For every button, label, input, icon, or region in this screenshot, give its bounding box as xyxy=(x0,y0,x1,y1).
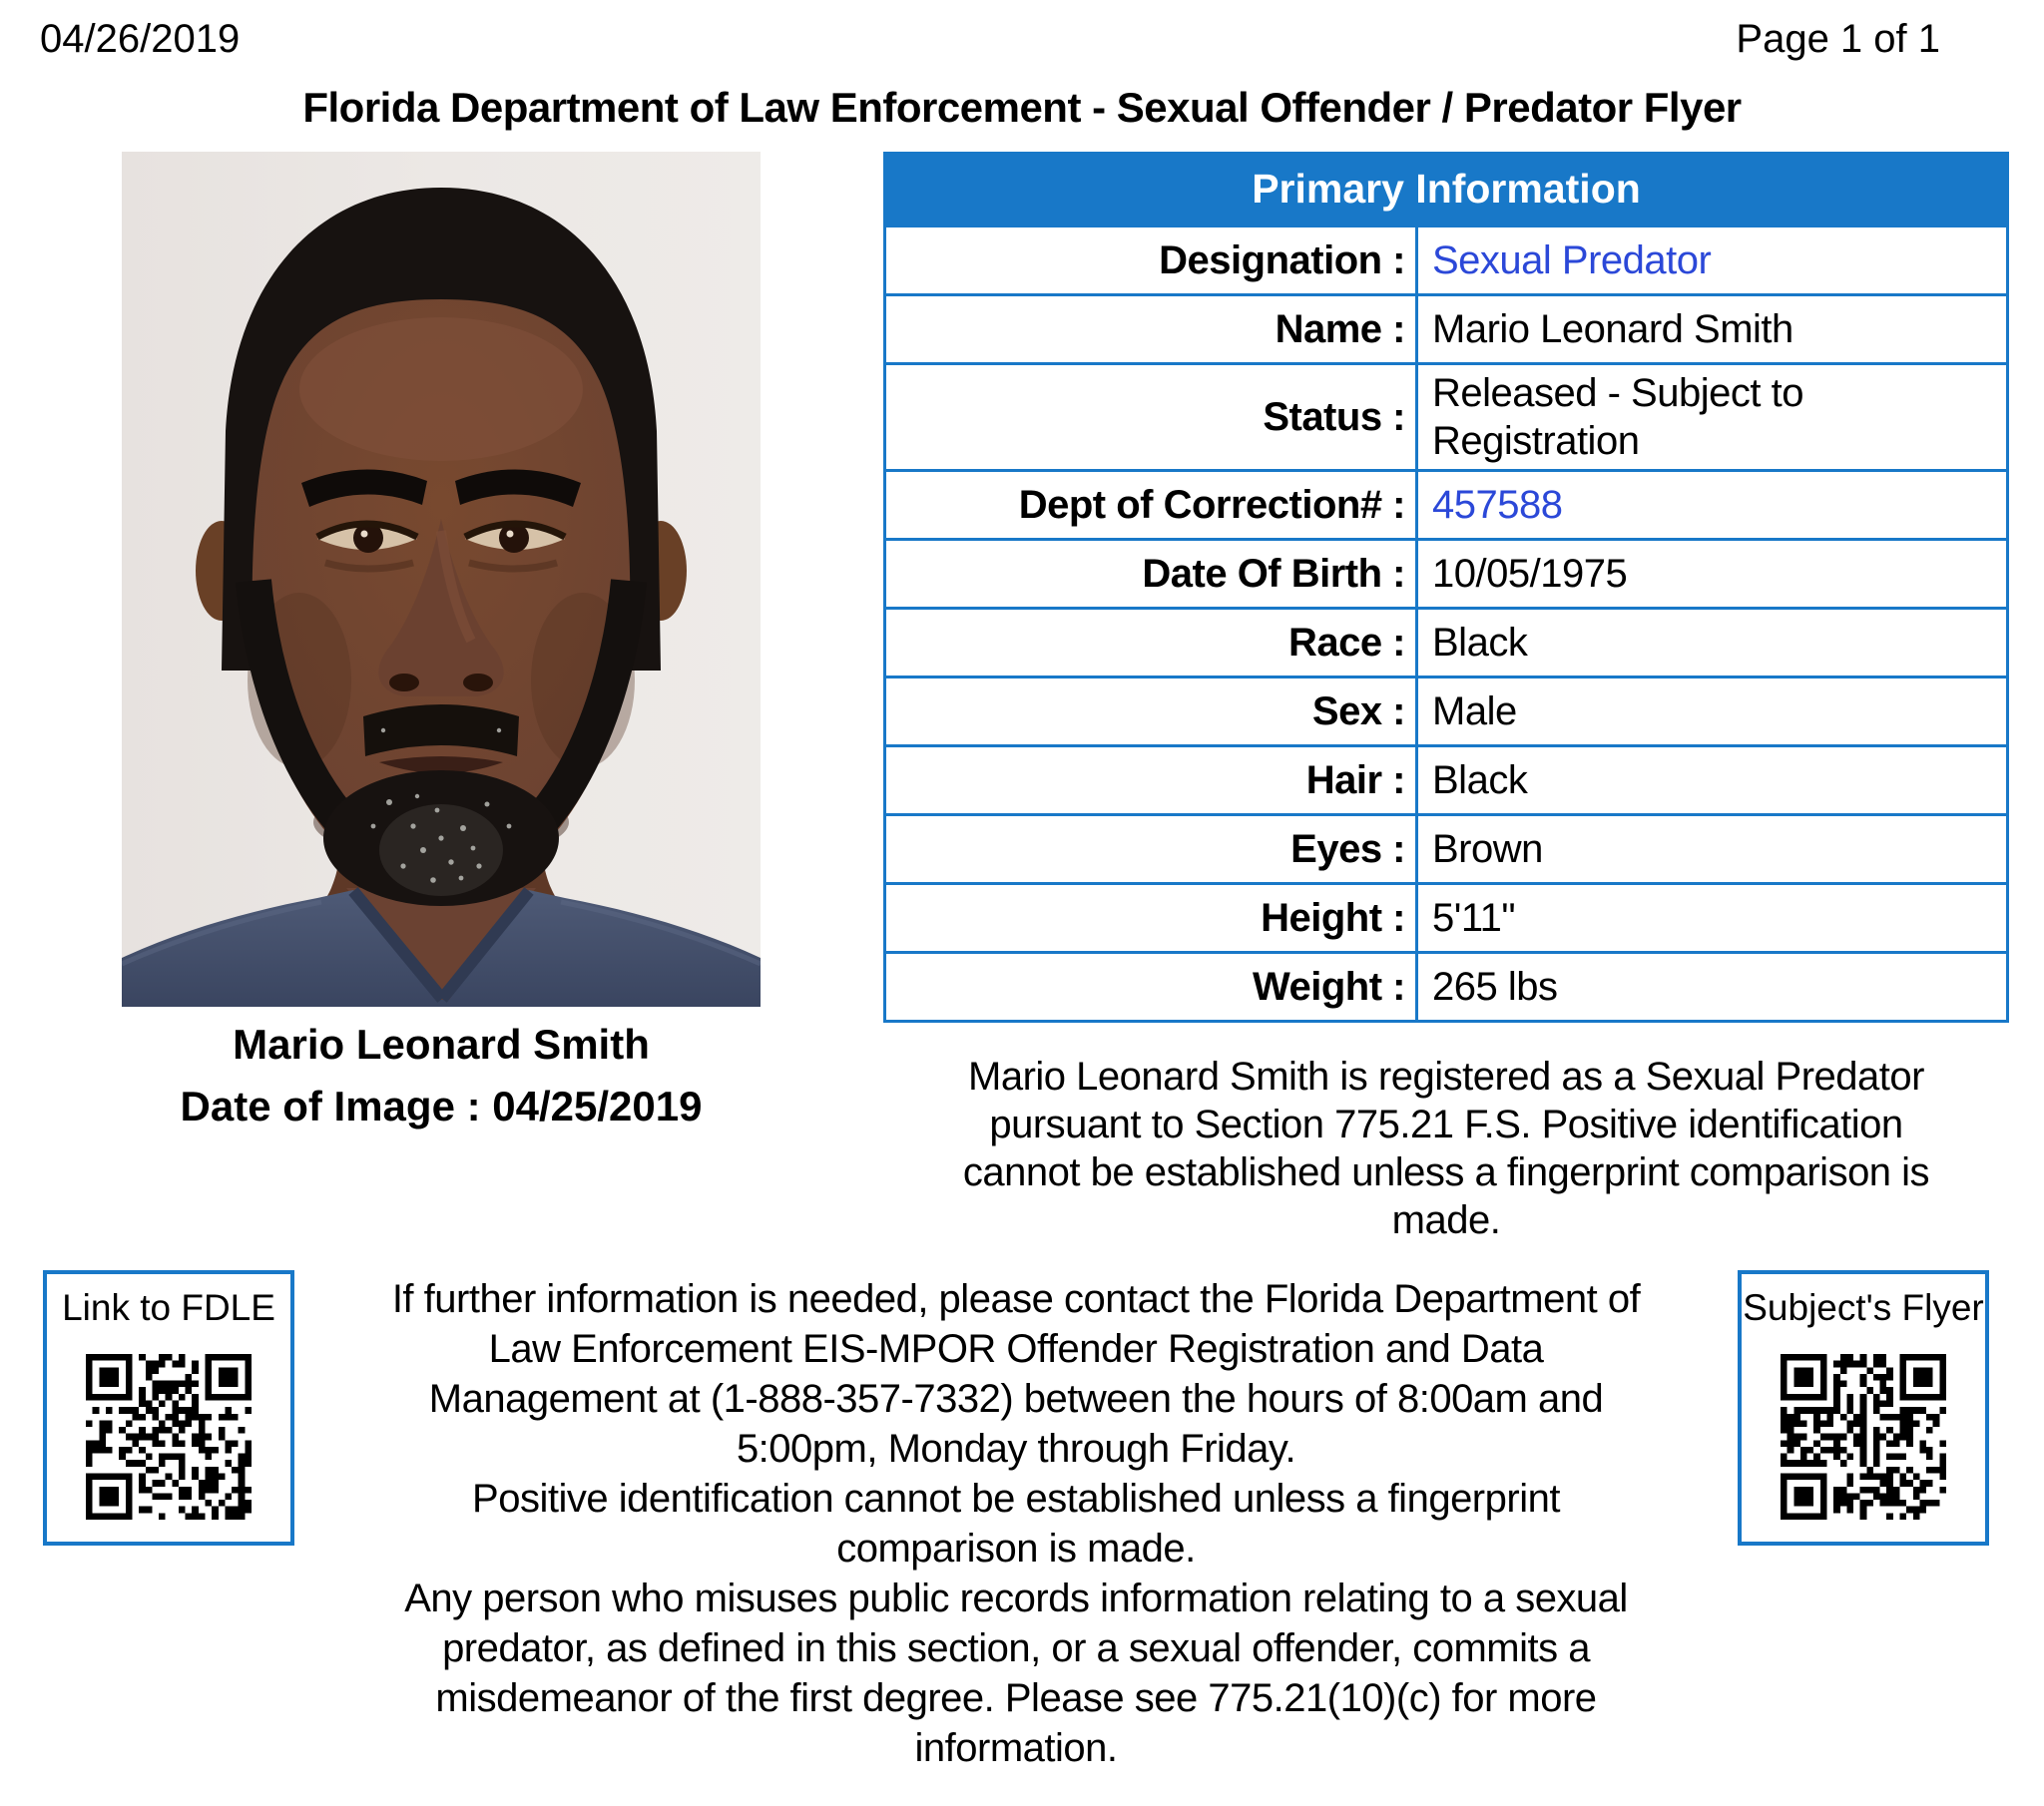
table-row-weight xyxy=(886,951,2006,1020)
footer-notice-line: Law Enforcement EIS-MPOR Offender Registration and Data xyxy=(488,1327,1544,1371)
footer-notice-line: comparison is made. xyxy=(836,1527,1196,1571)
footer-notice-line: information. xyxy=(914,1726,1118,1770)
page-header xyxy=(0,0,2044,62)
field-value: Male xyxy=(1415,678,2006,744)
field-label: Hair : xyxy=(1305,757,1405,802)
field-label: Name : xyxy=(1275,306,1405,351)
photo-caption-date: Date of Image : 04/25/2019 xyxy=(180,1083,703,1129)
table-row-doc-number xyxy=(886,469,2006,538)
photo-column xyxy=(0,152,883,1244)
footer-notice-line: 5:00pm, Monday through Friday. xyxy=(736,1427,1296,1471)
fdle-link-box[interactable] xyxy=(43,1270,294,1546)
field-label: Eyes : xyxy=(1290,826,1405,871)
footer-section xyxy=(0,1270,2044,1773)
table-row-status xyxy=(886,362,2006,469)
table-header: Primary Information xyxy=(886,155,2006,225)
table-row-dob xyxy=(886,538,2006,607)
footer-notice-line: Positive identification cannot be established unless a fingerprint xyxy=(472,1477,1560,1521)
table-row-race xyxy=(886,607,2006,676)
report-date: 04/26/2019 xyxy=(40,17,241,61)
field-value: Released - Subject to Registration xyxy=(1415,365,2006,469)
registration-note-line: cannot be established unless a fingerprint comparison is xyxy=(962,1150,1930,1194)
field-label: Race : xyxy=(1287,620,1405,665)
field-value: Brown xyxy=(1415,816,2006,882)
footer-notice-line: If further information is needed, please contact the Florida Department of xyxy=(391,1277,1641,1321)
field-value: Black xyxy=(1415,747,2006,813)
registration-note-line: made. xyxy=(1391,1198,1501,1242)
table-row-name xyxy=(886,293,2006,362)
field-label: Status : xyxy=(1263,394,1405,439)
page-title: Florida Department of Law Enforcement - Sexual Offender / Predator Flyer xyxy=(302,84,1742,131)
fdle-link-label: Link to FDLE xyxy=(62,1287,275,1328)
table-row-designation xyxy=(886,225,2006,293)
doc-number-link[interactable]: 457588 xyxy=(1415,472,2006,538)
registration-note xyxy=(907,1053,1985,1244)
footer-notice xyxy=(294,1270,1738,1773)
registration-note-line: pursuant to Section 775.21 F.S. Positive identification xyxy=(989,1103,1903,1146)
field-label: Date Of Birth : xyxy=(1142,551,1405,596)
photo-caption-name: Mario Leonard Smith xyxy=(233,1021,650,1068)
table-row-sex xyxy=(886,676,2006,744)
field-label: Designation : xyxy=(1159,237,1405,282)
footer-notice-line: Any person who misuses public records information relating to a sexual xyxy=(404,1577,1628,1620)
designation-link[interactable]: Sexual Predator xyxy=(1415,227,2006,293)
field-label: Sex : xyxy=(1311,688,1405,733)
registration-note-line: Mario Leonard Smith is registered as a Sexual Predator xyxy=(968,1055,1924,1099)
table-row-hair xyxy=(886,744,2006,813)
field-value: 5'11" xyxy=(1415,885,2006,951)
field-value: 10/05/1975 xyxy=(1415,541,2006,607)
subject-photo xyxy=(122,152,761,1007)
subject-flyer-box[interactable] xyxy=(1738,1270,1989,1546)
field-value: Black xyxy=(1415,610,2006,676)
table-row-height xyxy=(886,882,2006,951)
table-row-eyes xyxy=(886,813,2006,882)
footer-notice-line: Management at (1-888-357-7332) between the hours of 8:00am and xyxy=(428,1377,1604,1421)
page-indicator: Page 1 of 1 xyxy=(1736,17,1940,61)
footer-notice-line: predator, as defined in this section, or a sexual offender, commits a xyxy=(442,1626,1590,1670)
field-label: Weight : xyxy=(1252,964,1405,1009)
field-value: Mario Leonard Smith xyxy=(1415,296,2006,362)
subject-flyer-label: Subject's Flyer xyxy=(1743,1287,1984,1328)
info-column xyxy=(883,152,2009,1244)
field-value: 265 lbs xyxy=(1415,954,2006,1020)
subject-flyer-qr-code[interactable] xyxy=(1781,1354,1946,1520)
field-label: Height : xyxy=(1261,895,1405,940)
footer-notice-line: misdemeanor of the first degree. Please see 775.21(10)(c) for more xyxy=(435,1676,1597,1720)
field-label: Dept of Correction# : xyxy=(1018,482,1405,527)
primary-information-table xyxy=(883,152,2009,1023)
main-content xyxy=(0,152,2044,1244)
fdle-qr-code[interactable] xyxy=(86,1354,252,1520)
